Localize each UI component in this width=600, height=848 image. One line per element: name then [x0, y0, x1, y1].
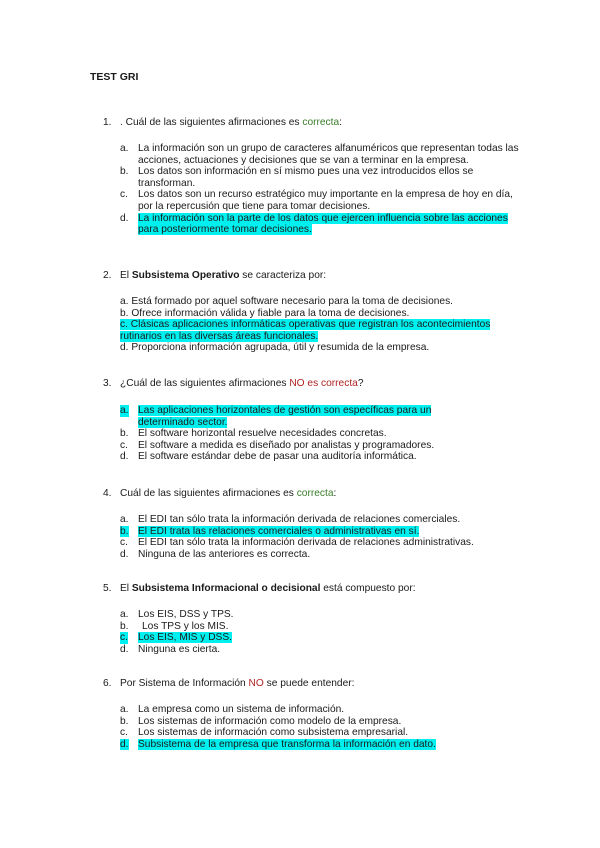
option-b: b. Los sistemas de información como modelo de la empresa.: [120, 715, 402, 727]
answer-key-correct: correcta: [302, 117, 340, 128]
question-text: ¿Cuál de las siguientes afirmaciones NO es correcta?: [120, 378, 364, 389]
question-text: El Subsistema Informacional o decisional está compuesto por:: [120, 583, 416, 594]
option-a: a. Los EIS, DSS y TPS.: [120, 609, 234, 620]
option-b: b. El software horizontal resuelve necesidades concretas.: [120, 428, 387, 440]
option-a: a. La información son un grupo de caracteres alfanuméricos que representan todas las acciones, actuaciones y decisiones que se van a terminar en la empresa.: [120, 143, 519, 166]
option-b: b. Los TPS y los MIS.: [120, 620, 229, 632]
question-1-options: [120, 143, 520, 236]
option-b: b. Ofrece información válida y fiable para la toma de decisiones.: [120, 307, 410, 319]
document-title: TEST GRI: [90, 71, 139, 83]
answer-key-incorrect: NO es correcta: [289, 378, 358, 389]
answer-key-incorrect: NO: [248, 678, 264, 689]
option-d: d. Ninguna es cierta.: [120, 643, 221, 655]
question-text: Cuál de las siguientes afirmaciones es correcta:: [120, 488, 337, 499]
option-c: c. Los datos son un recurso estratégico muy importante en la empresa de hoy en día, por la repercusión que tiene para tomar decisiones.: [120, 189, 513, 212]
option-a: a. El EDI tan sólo trata la información derivada de relaciones comerciales.: [120, 514, 461, 525]
question-4-options: [120, 514, 520, 560]
question-number: 6.: [103, 678, 112, 689]
question-text: Por Sistema de Información NO se puede entender:: [120, 678, 355, 689]
option-d: d. Proporciona información agrupada, útil y resumida de la empresa.: [120, 342, 430, 354]
question-5-options: [120, 609, 520, 655]
option-c: c. Los sistemas de información como subsistema empresarial.: [120, 727, 409, 739]
question-number: 2.: [103, 270, 112, 281]
question-number: 5.: [103, 583, 112, 594]
option-d-highlighted: d. Subsistema de la empresa que transforma la información en dato.: [120, 738, 436, 750]
option-d-highlighted: d. La información son la parte de los datos que ejercen influencia sobre las acciones para posteriormente tomar decisiones.: [120, 212, 508, 236]
question-number: 1.: [103, 117, 112, 128]
question-text: El Subsistema Operativo se caracteriza por:: [120, 270, 327, 281]
option-c: c. El software a medida es diseñado por analistas y programadores.: [120, 439, 435, 451]
option-a-highlighted: a. Las aplicaciones horizontales de gestión son específicas para un determinado sector.: [120, 405, 432, 428]
option-c-highlighted: c. Los EIS, MIS y DSS.: [120, 632, 232, 644]
option-c-highlighted: c. Clásicas aplicaciones informáticas operativas que registran los acontecimientos rutinarios en las diversas áreas funcionales.: [120, 319, 491, 342]
option-a: a. La empresa como un sistema de información.: [120, 704, 345, 715]
option-b: b. Los datos son información en sí mismo pues una vez introducidos ellos se transforman.: [120, 166, 474, 189]
option-d: d. El software estándar debe de pasar una auditoría informática.: [120, 451, 417, 463]
question-number: 4.: [103, 488, 112, 499]
question-text: . Cuál de las siguientes afirmaciones es correcta:: [120, 117, 342, 128]
option-d: d. Ninguna de las anteriores es correcta.: [120, 548, 311, 560]
question-3-options: [120, 405, 465, 463]
option-b-highlighted: b. El EDI trata las relaciones comerciales o administrativas en sí.: [120, 525, 420, 537]
question-6-options: [120, 704, 520, 750]
answer-key-correct: correcta: [296, 488, 334, 499]
question-number: 3.: [103, 378, 112, 389]
option-c: c. El EDI tan sólo trata la información derivada de relaciones administrativas.: [120, 537, 474, 549]
question-2-options: [120, 296, 500, 354]
option-a: a. Está formado por aquel software necesario para la toma de decisiones.: [120, 296, 453, 307]
